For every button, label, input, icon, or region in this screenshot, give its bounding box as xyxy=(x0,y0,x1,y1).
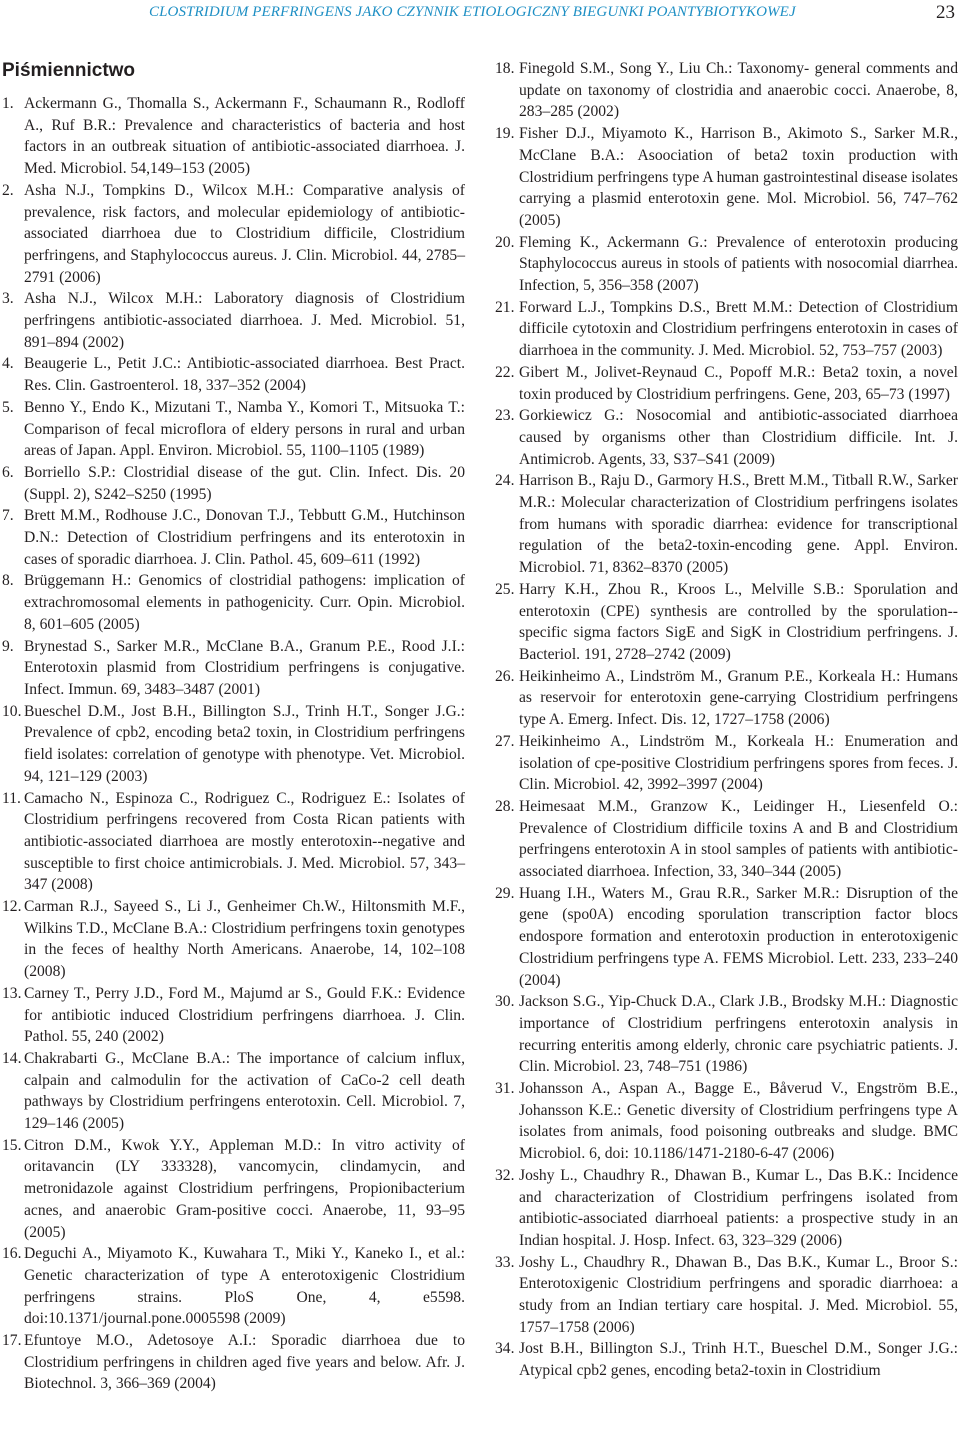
reference-text: Benno Y., Endo K., Mizutani T., Namba Y., Komori T., Mitsuoka T.: Comparison of fecal microflora of eldery persons in rural and urban areas of Japan. Appl. Environ. Microbiol. 55, 1100–1105 (1989) xyxy=(24,398,465,460)
reference-text: Gorkiewicz G.: Nosocomial and antibiotic-associated diarrhoea caused by organisms other than Clostridium difficile. Int. J. Antimicrob. Agents, 33, S37–S41 (2009) xyxy=(519,407,958,468)
reference-item xyxy=(495,297,958,362)
reference-item xyxy=(2,1330,465,1395)
reference-number: 9. xyxy=(2,637,14,655)
reference-item xyxy=(2,180,465,289)
reference-text: Brüggemann H.: Genomics of clostridial pathogens: implication of extrachromosomal elements in pathogenicity. Curr. Opin. Microbiol. 8, 601–605 (2005) xyxy=(24,572,465,633)
reference-number: 30. xyxy=(495,993,515,1011)
reference-text: Beaugerie L., Petit J.C.: Antibiotic-associated diarrhoea. Best Pract. Res. Clin. Gastroenterol. 18, 337–352 (2004) xyxy=(24,355,465,395)
reference-item xyxy=(2,462,465,505)
reference-item xyxy=(2,288,465,353)
reference-number: 19. xyxy=(495,125,515,143)
reference-text: Harry K.H., Zhou R., Kroos L., Melville S.B.: Sporulation and enterotoxin (CPE) synthesis are controlled by the sporulation--specific sigma factors SigE and SigK in Clostridium perfringens. J. Bacteriol. 191, 2728–2742 (2009) xyxy=(519,580,958,663)
reference-item xyxy=(495,1078,958,1165)
reference-item xyxy=(495,405,958,470)
reference-text: Carney T., Perry J.D., Ford M., Majumd ar S., Gould F.K.: Evidence for antibiotic induced Clostridium perfringens diarrhoea. J. Clin. Pathol. 55, 240 (2002) xyxy=(24,984,465,1046)
reference-item xyxy=(495,1338,958,1381)
reference-item xyxy=(495,362,958,405)
reference-text: Heikinheimo A., Lindström M., Korkeala H.: Enumeration and isolation of cpe-positive Clostridium perfringens spores from feces. J. Clin. Microbiol. 42, 3992–3997 (2004) xyxy=(519,732,958,794)
reference-number: 4. xyxy=(2,355,14,373)
reference-number: 31. xyxy=(495,1080,515,1098)
reference-number: 23. xyxy=(495,407,515,425)
reference-text: Deguchi A., Miyamoto K., Kuwahara T., Miki Y., Kaneko I., et al.: Genetic characterization of type A enterotoxigenic Clostridium perfringens strains. PloS One, 4, e5598. doi:10.1371/journal.pone.0005598 (2009) xyxy=(24,1245,465,1328)
reference-item xyxy=(2,1243,465,1330)
reference-item xyxy=(495,991,958,1078)
reference-text: Citron D.M., Kwok Y.Y., Appleman M.D.: In vitro activity of oritavancin (LY 333328), vancomycin, clindamycin, and metronidazole against Clostridium perfringens, Propionibacterium acnes, and anaerobic Gram-positive cocci. Anaerobe, 11, 93–95 (2005) xyxy=(24,1136,465,1241)
reference-item xyxy=(495,58,958,123)
reference-text: Asha N.J., Wilcox M.H.: Laboratory diagnosis of Clostridium perfringens antibiotic-associated diarrhoea. J. Med. Microbiol. 51, 891–894 (2002) xyxy=(24,290,465,351)
reference-number: 13. xyxy=(2,984,22,1002)
reference-number: 25. xyxy=(495,580,515,598)
reference-item xyxy=(2,983,465,1048)
reference-item xyxy=(2,636,465,701)
reference-text: Ackermann G., Thomalla S., Ackermann F., Schaumann R., Rodloff A., Ruf B.R.: Prevalence and characteristics of bacteria and host factors in an outbreak situation of antibiotic-associated diarrhoea. J. Med. Microbiol. 54,149–153 (2005) xyxy=(24,95,465,178)
reference-number: 14. xyxy=(2,1049,22,1067)
reference-text: Efuntoye M.O., Adetosoye A.I.: Sporadic diarrhoea due to Clostridium perfringens in children aged five years and below. Afr. J. Biotechnol. 3, 366–369 (2004) xyxy=(24,1332,465,1393)
reference-item xyxy=(2,93,465,180)
reference-text: Forward L.J., Tompkins D.S., Brett M.M.: Detection of Clostridium difficile cytotoxin and Clostridium perfringens enterotoxin in cases of diarrhoea in the community. J. Med. Microbiol. 52, 753–757 (2003) xyxy=(519,298,958,360)
reference-number: 2. xyxy=(2,181,14,199)
reference-item xyxy=(2,397,465,462)
reference-number: 34. xyxy=(495,1340,515,1358)
reference-number: 5. xyxy=(2,398,14,416)
reference-item xyxy=(2,570,465,635)
reference-item xyxy=(495,579,958,666)
reference-text: Heikinheimo A., Lindström M., Granum P.E., Korkeala H.: Humans as reservoir for enterotoxin gene-carrying Clostridium perfringens type A. Emerg. Infect. Dis. 12, 1727–1758 (2006) xyxy=(519,667,958,729)
reference-text: Brynestad S., Sarker M.R., McClane B.A., Granum P.E., Rood J.I.: Enterotoxin plasmid from Clostridium perfringens is conjugative. Infect. Immun. 69, 3483–3487 (2001) xyxy=(24,637,465,698)
reference-text: Heimesaat M.M., Granzow K., Leidinger H., Liesenfeld O.: Prevalence of Clostridium difficile toxins A and B and Clostridium perfringens enterotoxin A in stool samples of patients with antibiotic-associated diarrhoea. Infection, 33, 340–344 (2005) xyxy=(519,797,958,881)
reference-text: Finegold S.M., Song Y., Liu Ch.: Taxonomy- general comments and update on taxonomy of clostridia and anaerobic cocci. Anaerobe, 8, 283–285 (2002) xyxy=(519,60,958,121)
reference-number: 28. xyxy=(495,797,515,815)
reference-item xyxy=(495,796,958,883)
reference-item xyxy=(495,232,958,297)
reference-item xyxy=(495,1252,958,1339)
reference-item xyxy=(2,505,465,570)
reference-number: 15. xyxy=(2,1136,22,1154)
reference-number: 8. xyxy=(2,572,14,590)
reference-number: 16. xyxy=(2,1245,22,1263)
reference-item xyxy=(2,1135,465,1244)
reference-number: 3. xyxy=(2,290,14,308)
reference-item xyxy=(495,470,958,579)
page-number: 23 xyxy=(936,2,955,23)
reference-item xyxy=(495,123,958,232)
reference-text: Jost B.H., Billington S.J., Trinh H.T., Bueschel D.M., Songer J.G.: Atypical cpb2 genes, encoding beta2-toxin in Clostridium xyxy=(519,1340,958,1380)
reference-text: Harrison B., Raju D., Garmory H.S., Brett M.M., Titball R.W., Sarker M.R.: Molecular characterization of Clostridium perfringens isolates from humans with sporadic diarrhea: evidence for transcriptional regulation of the beta2-toxin-encoding gene. Appl. Environ. Microbiol. 71, 8362–8370 (2005) xyxy=(519,472,958,577)
reference-number: 6. xyxy=(2,463,14,481)
reference-list-left xyxy=(2,93,465,1395)
reference-number: 18. xyxy=(495,60,515,77)
reference-item xyxy=(495,1165,958,1252)
reference-number: 26. xyxy=(495,667,515,685)
reference-text: Borriello S.P.: Clostridial disease of the gut. Clin. Infect. Dis. 20 (Suppl. 2), S242–S250 (1995) xyxy=(24,463,465,503)
section-title: Piśmiennictwo xyxy=(2,60,136,81)
reference-text: Huang I.H., Waters M., Grau R.R., Sarker M.R.: Disruption of the gene (spo0A) encoding sporulation transcription factor blocs endospore formation and enterotoxin production in enterotoxigenic Clostridium perfringens type A. FEMS Microbiol. Lett. 233, 233–240 (2004) xyxy=(519,884,958,989)
reference-text: Carman R.J., Sayeed S., Li J., Genheimer Ch.W., Hiltonsmith M.F., Wilkins T.D., McClane B.A.: Clostridium perfringens toxin genotypes in the feces of healthy North Americans. Anaerobe, 14, 102–108 (2008) xyxy=(24,898,465,981)
reference-text: Joshy L., Chaudhry R., Dhawan B., Das B.K., Kumar L., Broor S.: Enterotoxigenic Clostridium perfringens and sporadic diarrhoea: a study from an Indian tertiary care hospital. J. Med. Microbiol. 55, 1757–1758 (2006) xyxy=(519,1253,958,1336)
reference-number: 33. xyxy=(495,1253,515,1271)
reference-number: 21. xyxy=(495,298,515,316)
running-header xyxy=(0,4,960,24)
reference-number: 32. xyxy=(495,1166,515,1184)
reference-list-right xyxy=(495,58,958,1382)
reference-number: 1. xyxy=(2,95,14,112)
reference-text: Gibert M., Jolivet-Reynaud C., Popoff M.R.: Beta2 toxin, a novel toxin produced by Clostridium perfringens. Gene, 203, 65–73 (1997) xyxy=(519,363,958,403)
reference-number: 22. xyxy=(495,363,515,381)
reference-item xyxy=(2,1048,465,1135)
reference-text: Bueschel D.M., Jost B.H., Billington S.J., Trinh H.T., Songer J.G.: Prevalence of cpb2, encoding beta2 toxin, in Clostridium perfringens field isolates: correlation of genotype with phenotype. Vet. Microbiol. 94, 121–129 (2003) xyxy=(24,702,465,785)
reference-number: 20. xyxy=(495,233,515,251)
reference-number: 27. xyxy=(495,732,515,750)
reference-text: Joshy L., Chaudhry R., Dhawan B., Kumar L., Das B.K.: Incidence and characterization of Clostridium perfringens isolated from antibiotic-associated diarrhoeal patients: a prospective study in an Indian hospital. J. Hosp. Infect. 63, 323–329 (2006) xyxy=(519,1166,958,1249)
reference-item xyxy=(495,666,958,731)
reference-item xyxy=(495,731,958,796)
reference-text: Jackson S.G., Yip-Chuck D.A., Clark J.B., Brodsky M.H.: Diagnostic importance of Clostridium perfringens enterotoxin analysis in recurring enteritis among elderly, chronic care psychiatric patients. J. Clin. Microbiol. 23, 748–751 (1986) xyxy=(519,993,958,1076)
reference-number: 29. xyxy=(495,884,515,902)
reference-number: 7. xyxy=(2,507,14,525)
reference-number: 10. xyxy=(2,702,22,720)
reference-text: Chakrabarti G., McClane B.A.: The importance of calcium influx, calpain and calmodulin for the activation of CaCo-2 cell death pathways by Clostridium perfringens enterotoxin. Cell. Microbiol. 7, 129–146 (2005) xyxy=(24,1049,465,1133)
reference-text: Asha N.J., Tompkins D., Wilcox M.H.: Comparative analysis of prevalence, risk factors, and molecular epidemiology of antibiotic-associated diarrhoea due to Clostridium difficile, Clostridium perfringens, and Staphylococcus aureus. J. Clin. Microbiol. 44, 2785–2791 (2006) xyxy=(24,181,465,286)
reference-text: Fisher D.J., Miyamoto K., Harrison B., Akimoto S., Sarker M.R., McClane B.A.: Asoociation of beta2 toxin production with Clostridium perfringens type A human gastrointestinal disease isolates carrying a plasmid enterotoxin gene. Mol. Microbiol. 56, 747–762 (2005) xyxy=(519,125,958,229)
reference-item xyxy=(495,883,958,992)
reference-text: Brett M.M., Rodhouse J.C., Donovan T.J., Tebbutt G.M., Hutchinson D.N.: Detection of Clostridium perfringens and its enterotoxin in cases of sporadic diarrhoea. J. Clin. Pathol. 45, 609–611 (1992) xyxy=(24,507,465,568)
reference-text: Johansson A., Aspan A., Bagge E., Båverud V., Engström B.E., Johansson K.E.: Genetic diversity of Clostridium perfringens type A isolates from animals, food poisoning outbreaks and sludge. BMC Microbiol. 6, doi: 10.1186/1471-2180-6-47 (2006) xyxy=(519,1080,958,1163)
reference-text: Camacho N., Espinoza C., Rodriguez C., Rodriguez E.: Isolates of Clostridium perfringens recovered from Costa Rican patients with antibiotic-associated diarrhoea are mostly enterotoxin--negative and susceptible to first choice antimicrobials. J. Med. Microbiol. 57, 343–347 (2008) xyxy=(24,789,465,894)
reference-number: 12. xyxy=(2,898,22,916)
reference-text: Fleming K., Ackermann G.: Prevalence of enterotoxin producing Staphylococcus aureus in stools of patients with nosocomial diarrhea. Infection, 5, 356–358 (2007) xyxy=(519,233,958,295)
reference-number: 24. xyxy=(495,472,515,490)
reference-item xyxy=(2,353,465,396)
running-title: CLOSTRIDIUM PERFRINGENS JAKO CZYNNIK ETIOLOGICZNY BIEGUNKI POANTYBIOTYKOWEJ xyxy=(149,4,796,20)
reference-item xyxy=(2,896,465,983)
reference-number: 11. xyxy=(2,789,21,807)
reference-number: 17. xyxy=(2,1332,22,1350)
reference-item xyxy=(2,701,465,788)
reference-item xyxy=(2,788,465,897)
